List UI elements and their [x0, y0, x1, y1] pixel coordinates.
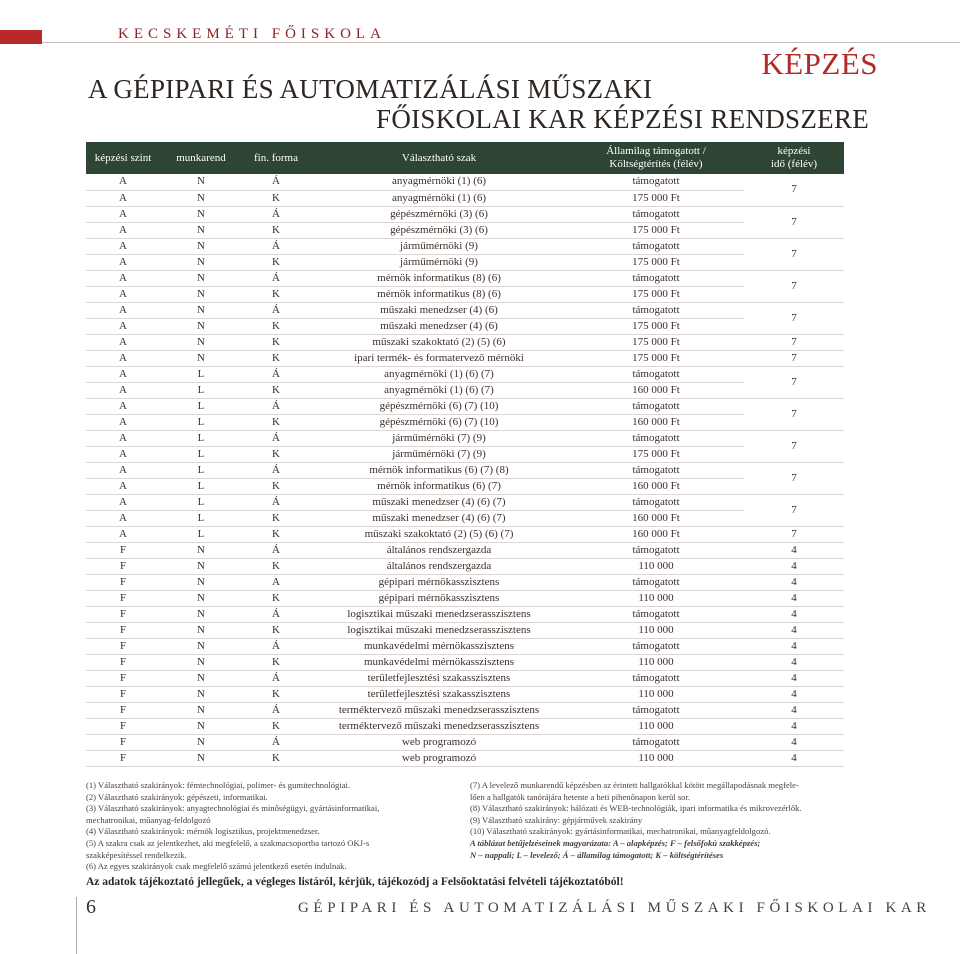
footnotes-left [86, 780, 461, 873]
cell-fee: 110 000 [568, 622, 744, 638]
cell-program: anyagmérnöki (1) (6) [310, 190, 568, 206]
cell-funding: Á [242, 270, 310, 286]
cell-schedule: N [160, 254, 242, 270]
cell-program: anyagmérnöki (1) (6) (7) [310, 382, 568, 398]
table-row [86, 526, 844, 542]
header-schedule: munkarend [160, 142, 242, 174]
cell-schedule: N [160, 590, 242, 606]
cell-duration: 7 [744, 238, 844, 270]
cell-program: anyagmérnöki (1) (6) [310, 174, 568, 190]
cell-duration: 7 [744, 526, 844, 542]
cell-program: járműmérnöki (9) [310, 254, 568, 270]
cell-program: műszaki szakoktató (2) (5) (6) (7) [310, 526, 568, 542]
cell-program: gépészmérnöki (3) (6) [310, 222, 568, 238]
cell-fee: támogatott [568, 302, 744, 318]
cell-program: logisztikai műszaki menedzserasszisztens [310, 606, 568, 622]
cell-funding: Á [242, 606, 310, 622]
cell-level: A [86, 494, 160, 510]
cell-fee: támogatott [568, 638, 744, 654]
cell-level: A [86, 446, 160, 462]
cell-schedule: N [160, 670, 242, 686]
cell-schedule: L [160, 430, 242, 446]
legend-line: N – nappali; L – levelező; Á – államilag támogatott; K – költségtérítéses [470, 849, 724, 860]
cell-program: műszaki menedzser (4) (6) [310, 318, 568, 334]
cell-funding: K [242, 446, 310, 462]
cell-schedule: L [160, 478, 242, 494]
cell-funding: K [242, 414, 310, 430]
footnote-line: mechatronikai, műanyag-feldolgozó [86, 814, 211, 825]
cell-fee: 110 000 [568, 558, 744, 574]
cell-program: műszaki menedzser (4) (6) [310, 302, 568, 318]
cell-fee: 160 000 Ft [568, 510, 744, 526]
cell-level: A [86, 414, 160, 430]
footnote-line: (8) Választható szakirányok: hálózati és WEB-technológiák, ipari informatika és mikrovezérlők. [470, 803, 802, 814]
cell-program: mérnök informatikus (8) (6) [310, 270, 568, 286]
cell-program: mérnök informatikus (8) (6) [310, 286, 568, 302]
cell-schedule: N [160, 270, 242, 286]
cell-funding: K [242, 318, 310, 334]
cell-level: F [86, 702, 160, 718]
cell-level: F [86, 622, 160, 638]
cell-duration: 7 [744, 302, 844, 334]
cell-level: A [86, 430, 160, 446]
table-row [86, 654, 844, 670]
cell-level: A [86, 510, 160, 526]
cell-schedule: N [160, 686, 242, 702]
cell-funding: K [242, 350, 310, 366]
cell-fee: támogatott [568, 366, 744, 382]
table-row [86, 718, 844, 734]
cell-funding: K [242, 654, 310, 670]
footnote-line: lően a hallgatók tanórájára hetente a heti pihenőnapon kerül sor. [470, 791, 691, 802]
cell-funding: K [242, 190, 310, 206]
cell-program: gépipari mérnökasszisztens [310, 574, 568, 590]
cell-level: A [86, 334, 160, 350]
cell-fee: támogatott [568, 430, 744, 446]
cell-schedule: L [160, 510, 242, 526]
cell-level: A [86, 270, 160, 286]
cell-duration: 7 [744, 398, 844, 430]
table-header-row [86, 142, 844, 174]
cell-schedule: N [160, 622, 242, 638]
cell-duration: 7 [744, 462, 844, 494]
cell-funding: Á [242, 398, 310, 414]
cell-program: gépészmérnöki (3) (6) [310, 206, 568, 222]
table-row [86, 286, 844, 302]
page-number: 6 [86, 896, 96, 918]
programs-table [86, 142, 844, 767]
cell-duration: 4 [744, 622, 844, 638]
cell-funding: Á [242, 366, 310, 382]
cell-fee: 110 000 [568, 686, 744, 702]
cell-schedule: L [160, 446, 242, 462]
table-row [86, 494, 844, 510]
cell-duration: 4 [744, 574, 844, 590]
cell-level: A [86, 206, 160, 222]
cell-funding: Á [242, 542, 310, 558]
cell-level: A [86, 254, 160, 270]
cell-level: F [86, 590, 160, 606]
cell-schedule: N [160, 302, 242, 318]
cell-fee: 160 000 Ft [568, 478, 744, 494]
table-row [86, 510, 844, 526]
cell-fee: támogatott [568, 606, 744, 622]
cell-level: A [86, 398, 160, 414]
cell-fee: 175 000 Ft [568, 222, 744, 238]
cell-schedule: N [160, 718, 242, 734]
cell-fee: 160 000 Ft [568, 526, 744, 542]
cell-level: F [86, 750, 160, 766]
cell-fee: 175 000 Ft [568, 318, 744, 334]
footnote-line: (1) Választható szakirányok: fémtechnológiai, polimer- és gumitechnológiai. [86, 780, 351, 790]
table-row [86, 558, 844, 574]
header-level: képzési szint [86, 142, 160, 174]
cell-program: logisztikai műszaki menedzserasszisztens [310, 622, 568, 638]
cell-funding: K [242, 590, 310, 606]
table-row [86, 334, 844, 350]
cell-level: F [86, 686, 160, 702]
cell-duration: 7 [744, 206, 844, 238]
cell-level: F [86, 718, 160, 734]
cell-program: ipari termék- és formatervező mérnöki [310, 350, 568, 366]
cell-fee: 175 000 Ft [568, 446, 744, 462]
table-row [86, 366, 844, 382]
cell-program: gépészmérnöki (6) (7) (10) [310, 398, 568, 414]
table-row [86, 638, 844, 654]
cell-program: terméktervező műszaki menedzserasszisztens [310, 702, 568, 718]
cell-funding: Á [242, 494, 310, 510]
cell-fee: 175 000 Ft [568, 334, 744, 350]
cell-fee: támogatott [568, 574, 744, 590]
cell-funding: K [242, 558, 310, 574]
page-title-line-2: FŐISKOLAI KAR KÉPZÉSI RENDSZERE [376, 104, 870, 134]
cell-program: területfejlesztési szakasszisztens [310, 670, 568, 686]
header-fee: Államilag támogatott / Költségtérítés (félév) [568, 142, 744, 174]
cell-level: F [86, 574, 160, 590]
legend-line: A táblázat betűjelzéseinek magyarázata: A – alapképzés; F – felsőfokú szakképzés; [470, 837, 761, 848]
cell-duration: 7 [744, 366, 844, 398]
cell-level: A [86, 526, 160, 542]
cell-program: munkavédelmi mérnökasszisztens [310, 638, 568, 654]
cell-duration: 4 [744, 606, 844, 622]
cell-schedule: N [160, 206, 242, 222]
footnote-line: (2) Választható szakirányok: gépészeti, informatikai. [86, 791, 268, 802]
cell-fee: támogatott [568, 702, 744, 718]
cell-program: műszaki szakoktató (2) (5) (6) [310, 334, 568, 350]
cell-funding: K [242, 750, 310, 766]
footnote-line: (5) A szakra csak az jelentkezhet, aki megfelelő, a szakmacsoportba tartozó OKJ-s [86, 837, 370, 848]
cell-schedule: N [160, 238, 242, 254]
cell-level: A [86, 350, 160, 366]
table-row [86, 574, 844, 590]
footnote-line: (7) A levelező munkarendű képzésben az érintett hallgatókkal kötött megállapodásnak megfele- [470, 780, 799, 790]
cell-funding: A [242, 574, 310, 590]
footer-faculty-name: GÉPIPARI ÉS AUTOMATIZÁLÁSI MŰSZAKI FŐISKOLAI KAR [298, 900, 931, 916]
cell-duration: 7 [744, 174, 844, 206]
cell-fee: támogatott [568, 398, 744, 414]
table-row [86, 414, 844, 430]
school-name: KECSKEMÉTI FŐISKOLA [118, 26, 386, 42]
cell-program: terméktervező műszaki menedzserasszisztens [310, 718, 568, 734]
cell-schedule: N [160, 318, 242, 334]
header-accent-bar [0, 30, 42, 44]
cell-funding: K [242, 718, 310, 734]
cell-fee: 110 000 [568, 750, 744, 766]
table-body [86, 174, 844, 766]
cell-duration: 4 [744, 542, 844, 558]
cell-level: A [86, 238, 160, 254]
cell-schedule: L [160, 462, 242, 478]
cell-funding: Á [242, 238, 310, 254]
cell-program: web programozó [310, 734, 568, 750]
cell-level: F [86, 542, 160, 558]
header-program: Választható szak [310, 142, 568, 174]
table-row [86, 190, 844, 206]
header-funding: fin. forma [242, 142, 310, 174]
programs-table-container [86, 142, 844, 767]
cell-fee: 175 000 Ft [568, 190, 744, 206]
table-row [86, 398, 844, 414]
page-title-line-1: A GÉPIPARI ÉS AUTOMATIZÁLÁSI MŰSZAKI [88, 74, 653, 104]
cell-schedule: N [160, 350, 242, 366]
cell-program: mérnök informatikus (6) (7) (8) [310, 462, 568, 478]
cell-program: járműmérnöki (9) [310, 238, 568, 254]
table-row [86, 606, 844, 622]
table-row [86, 542, 844, 558]
cell-fee: támogatott [568, 494, 744, 510]
cell-fee: 175 000 Ft [568, 254, 744, 270]
cell-schedule: N [160, 174, 242, 190]
cell-funding: Á [242, 702, 310, 718]
cell-duration: 4 [744, 718, 844, 734]
cell-level: A [86, 222, 160, 238]
table-row [86, 734, 844, 750]
cell-program: járműmérnöki (7) (9) [310, 446, 568, 462]
footer-divider [76, 897, 77, 954]
cell-schedule: L [160, 366, 242, 382]
table-row [86, 382, 844, 398]
table-row [86, 222, 844, 238]
table-row [86, 254, 844, 270]
cell-program: web programozó [310, 750, 568, 766]
cell-level: A [86, 478, 160, 494]
cell-fee: 175 000 Ft [568, 286, 744, 302]
cell-funding: K [242, 286, 310, 302]
cell-schedule: L [160, 494, 242, 510]
cell-schedule: N [160, 190, 242, 206]
cell-level: A [86, 190, 160, 206]
table-row [86, 686, 844, 702]
cell-schedule: N [160, 734, 242, 750]
cell-funding: Á [242, 734, 310, 750]
cell-funding: K [242, 510, 310, 526]
cell-program: általános rendszergazda [310, 558, 568, 574]
cell-schedule: N [160, 702, 242, 718]
table-row [86, 446, 844, 462]
cell-fee: támogatott [568, 206, 744, 222]
cell-program: járműmérnöki (7) (9) [310, 430, 568, 446]
cell-level: A [86, 462, 160, 478]
cell-level: A [86, 366, 160, 382]
cell-fee: 175 000 Ft [568, 350, 744, 366]
cell-duration: 7 [744, 350, 844, 366]
cell-funding: Á [242, 302, 310, 318]
cell-duration: 4 [744, 654, 844, 670]
cell-duration: 7 [744, 334, 844, 350]
cell-schedule: N [160, 222, 242, 238]
cell-program: gépészmérnöki (6) (7) (10) [310, 414, 568, 430]
cell-level: A [86, 286, 160, 302]
cell-fee: támogatott [568, 174, 744, 190]
cell-program: műszaki menedzser (4) (6) (7) [310, 510, 568, 526]
cell-funding: K [242, 382, 310, 398]
cell-level: F [86, 606, 160, 622]
cell-program: anyagmérnöki (1) (6) (7) [310, 366, 568, 382]
table-row [86, 238, 844, 254]
cell-schedule: N [160, 638, 242, 654]
cell-schedule: N [160, 750, 242, 766]
cell-fee: 160 000 Ft [568, 414, 744, 430]
cell-funding: K [242, 334, 310, 350]
cell-schedule: N [160, 542, 242, 558]
cell-fee: támogatott [568, 270, 744, 286]
cell-fee: támogatott [568, 734, 744, 750]
footnote-line: (10) Választható szakirányok: gyártásinformatikai, mechatronikai, műanyagfeldolgozó. [470, 826, 771, 837]
cell-program: gépipari mérnökasszisztens [310, 590, 568, 606]
cell-program: mérnök informatikus (6) (7) [310, 478, 568, 494]
table-row [86, 318, 844, 334]
table-row [86, 206, 844, 222]
cell-fee: 110 000 [568, 590, 744, 606]
disclaimer: Az adatok tájékoztató jellegűek, a végleges listáról, kérjük, tájékozódj a Felsőoktatási felvételi tájékoztatóból! [86, 876, 624, 888]
cell-level: A [86, 318, 160, 334]
cell-fee: 110 000 [568, 718, 744, 734]
cell-program: műszaki menedzser (4) (6) (7) [310, 494, 568, 510]
cell-level: F [86, 558, 160, 574]
footnote-line: (4) Választható szakirányok: mérnök logisztikus, projektmenedzser. [86, 826, 320, 837]
cell-duration: 4 [744, 734, 844, 750]
cell-funding: Á [242, 670, 310, 686]
cell-funding: K [242, 686, 310, 702]
cell-duration: 4 [744, 590, 844, 606]
cell-funding: Á [242, 430, 310, 446]
footnote-line: (3) Választható szakirányok: anyagtechnológiai és minőségügyi, gyártásinformatikai, [86, 803, 380, 814]
table-row [86, 750, 844, 766]
cell-level: F [86, 670, 160, 686]
footnote-line: (6) Az egyes szakirányok csak megfelelő számú jelentkező esetén indulnak. [86, 861, 347, 872]
cell-duration: 7 [744, 494, 844, 526]
cell-duration: 4 [744, 702, 844, 718]
cell-schedule: N [160, 574, 242, 590]
cell-level: F [86, 734, 160, 750]
cell-schedule: L [160, 414, 242, 430]
cell-duration: 4 [744, 638, 844, 654]
cell-program: területfejlesztési szakasszisztens [310, 686, 568, 702]
cell-funding: Á [242, 206, 310, 222]
table-row [86, 702, 844, 718]
footnote-line: (9) Választható szakirány: gépjárművek szakirány [470, 814, 643, 825]
cell-fee: támogatott [568, 670, 744, 686]
section-tag: KÉPZÉS [761, 46, 878, 81]
table-row [86, 590, 844, 606]
cell-fee: 160 000 Ft [568, 382, 744, 398]
cell-funding: Á [242, 174, 310, 190]
cell-fee: támogatott [568, 542, 744, 558]
cell-program: általános rendszergazda [310, 542, 568, 558]
table-row [86, 270, 844, 286]
cell-funding: K [242, 526, 310, 542]
cell-schedule: N [160, 606, 242, 622]
table-row [86, 430, 844, 446]
cell-program: munkavédelmi mérnökasszisztens [310, 654, 568, 670]
cell-funding: K [242, 478, 310, 494]
cell-duration: 7 [744, 270, 844, 302]
cell-level: F [86, 638, 160, 654]
cell-funding: K [242, 622, 310, 638]
cell-schedule: L [160, 398, 242, 414]
footnote-line: szakképesítéssel rendelkezik. [86, 849, 187, 860]
table-row [86, 670, 844, 686]
cell-level: A [86, 174, 160, 190]
cell-fee: 110 000 [568, 654, 744, 670]
cell-duration: 4 [744, 686, 844, 702]
table-row [86, 302, 844, 318]
header-duration: képzési idő (félév) [744, 142, 844, 174]
cell-schedule: N [160, 286, 242, 302]
cell-schedule: N [160, 558, 242, 574]
cell-duration: 7 [744, 430, 844, 462]
cell-funding: Á [242, 638, 310, 654]
cell-duration: 4 [744, 750, 844, 766]
table-row [86, 462, 844, 478]
footnotes-right [470, 780, 850, 861]
cell-schedule: L [160, 526, 242, 542]
cell-schedule: N [160, 334, 242, 350]
cell-duration: 4 [744, 670, 844, 686]
cell-level: F [86, 654, 160, 670]
cell-level: A [86, 302, 160, 318]
cell-funding: Á [242, 462, 310, 478]
cell-duration: 4 [744, 558, 844, 574]
cell-fee: támogatott [568, 462, 744, 478]
cell-funding: K [242, 254, 310, 270]
table-row [86, 174, 844, 190]
cell-schedule: L [160, 382, 242, 398]
table-row [86, 622, 844, 638]
table-row [86, 478, 844, 494]
cell-funding: K [242, 222, 310, 238]
table-row [86, 350, 844, 366]
cell-fee: támogatott [568, 238, 744, 254]
cell-schedule: N [160, 654, 242, 670]
cell-level: A [86, 382, 160, 398]
